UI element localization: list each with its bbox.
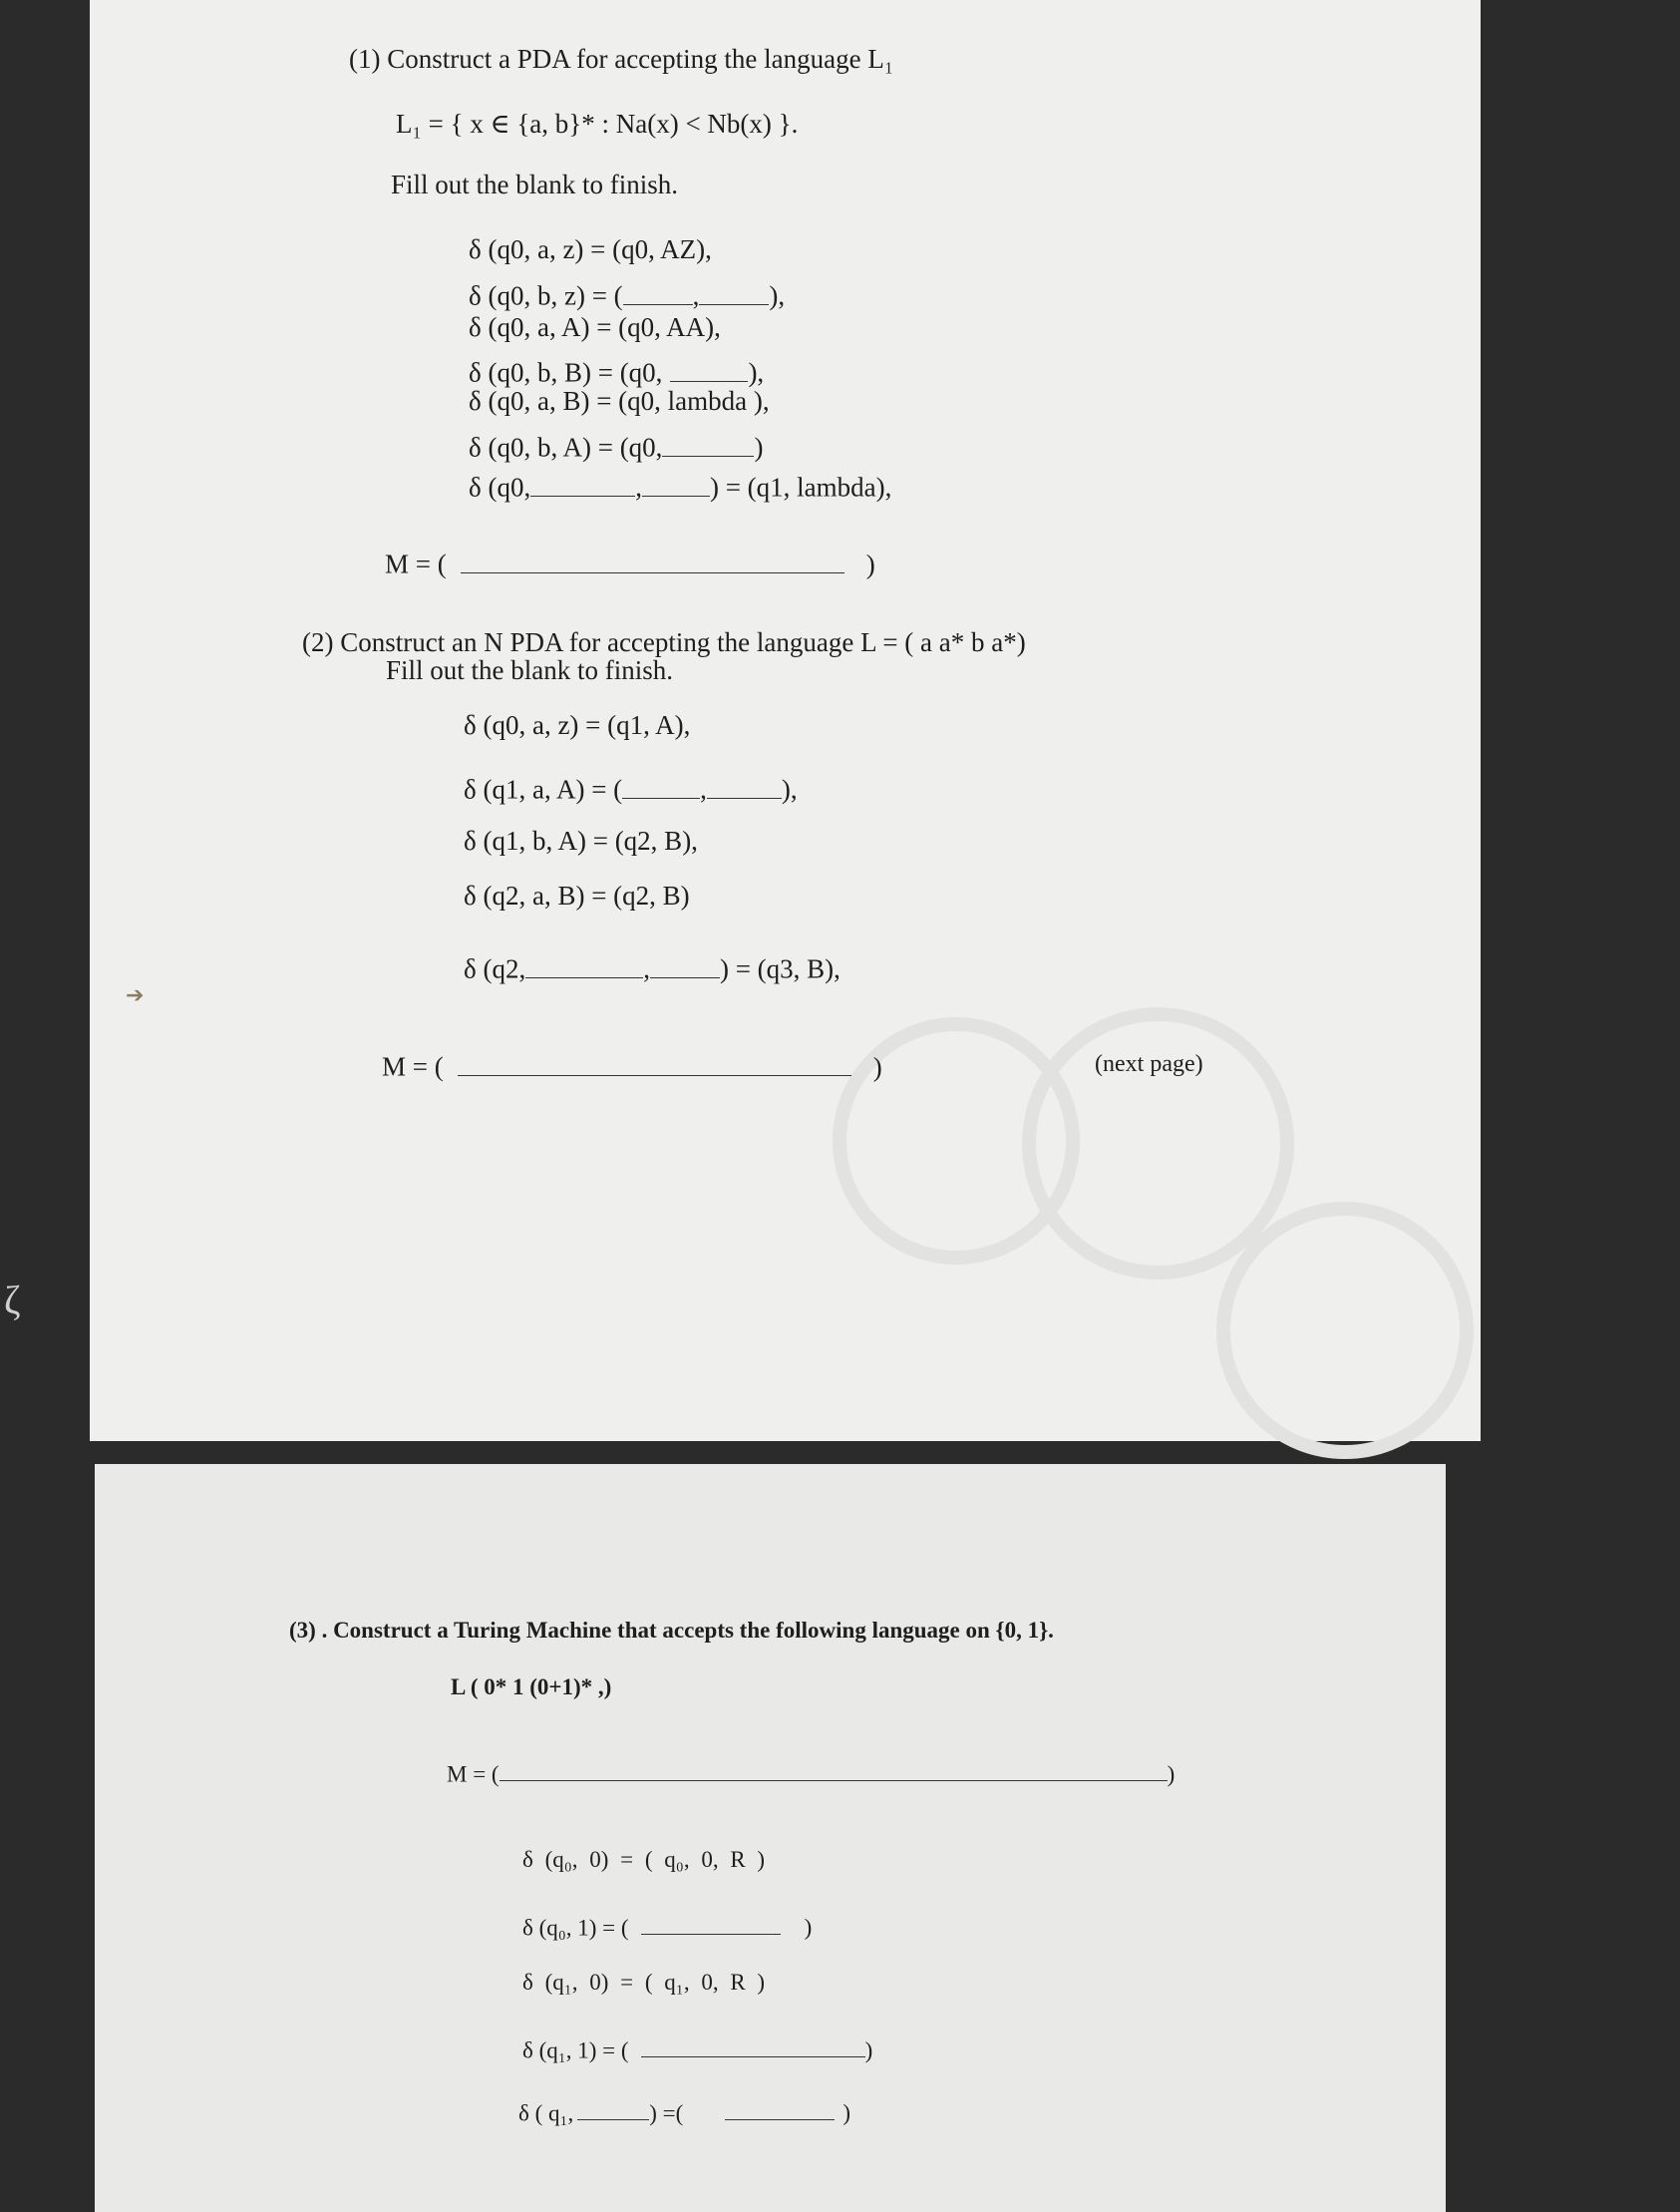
p2-transition-2: δ (q1, a, A) = ( , ), (464, 768, 798, 804)
answer-blank[interactable] (699, 274, 769, 305)
p1-transition-6: δ (q0, b, A) = (q0, ) (469, 426, 763, 462)
p1-transition-1: δ (q0, a, z) = (q0, AZ), (469, 234, 712, 264)
p3-transition-1: δ (q₀, 0) = ( q₀, 0, R ) (522, 1847, 766, 1872)
answer-blank[interactable] (641, 2031, 865, 2057)
p3-machine-tuple: M = ( ) (447, 1755, 1175, 1785)
p1-transition-7: δ (q0, , ) = (q1, lambda), (469, 466, 891, 502)
p3-transition-4-label: δ (q₁, 1) = ( (522, 2037, 629, 2063)
p2-transition-1: δ (q0, a, z) = (q1, A), (464, 710, 691, 740)
answer-blank[interactable] (642, 466, 710, 497)
m-label: M = ( (447, 1761, 500, 1787)
m-label: M = ( (385, 549, 447, 579)
problem-1-instruction: Fill out the blank to finish. (391, 170, 678, 199)
problem-2-instruction: Fill out the blank to finish. (386, 655, 673, 685)
p3-transition-5-label: δ ( q₁, (518, 2100, 574, 2126)
answer-blank[interactable] (577, 2094, 649, 2120)
answer-blank[interactable] (500, 1755, 1168, 1781)
answer-blank[interactable] (641, 1909, 781, 1935)
problem-1-title: (1) Construct a PDA for accepting the language L₁ (349, 44, 894, 74)
p2-transition-5-label: δ (q2, (464, 953, 526, 984)
answer-blank[interactable] (530, 466, 635, 497)
answer-blank[interactable] (670, 351, 748, 382)
answer-blank[interactable] (707, 768, 782, 799)
answer-blank[interactable] (725, 2094, 835, 2120)
p3-transition-5: δ ( q₁, ) =( ) (518, 2094, 850, 2124)
p3-transition-3: δ (q₁, 0) = ( q₁, 0, R ) (522, 1970, 766, 1995)
p1-transition-3: δ (q0, a, A) = (q0, AA), (469, 312, 721, 342)
worksheet-page-1 (90, 0, 1481, 1441)
m-label: M = ( (382, 1051, 444, 1082)
problem-3-title: (3) . Construct a Turing Machine that accepts the following language on {0, 1}. (289, 1618, 1054, 1643)
answer-blank[interactable] (662, 426, 754, 457)
answer-blank[interactable] (461, 543, 844, 573)
p2-machine-tuple: M = ( ) (382, 1045, 882, 1081)
problem-2-title: (2) Construct an N PDA for accepting the language L = ( a a* b a*) (302, 627, 1026, 657)
problem-3-language: L ( 0* 1 (0+1)* ,) (451, 1674, 612, 1699)
p3-transition-2-label: δ (q₀, 1) = ( (522, 1915, 629, 1941)
p3-transition-2: δ (q₀, 1) = ( ) (522, 1909, 812, 1939)
p2-transition-3: δ (q1, b, A) = (q2, B), (464, 826, 698, 856)
answer-blank[interactable] (650, 947, 720, 978)
p1-machine-tuple: M = ( ) (385, 543, 875, 578)
p1-transition-2-label: δ (q0, b, z) = ( (469, 280, 623, 311)
background-circle-decoration (1216, 1202, 1474, 1459)
p1-transition-7-label: δ (q0, (469, 472, 531, 503)
p1-transition-4-label: δ (q0, b, B) = (q0, (469, 357, 663, 388)
p2-transition-4: δ (q2, a, B) = (q2, B) (464, 881, 690, 911)
answer-blank[interactable] (458, 1045, 851, 1076)
answer-blank[interactable] (622, 768, 700, 799)
p2-transition-5: δ (q2, , ) = (q3, B), (464, 947, 840, 983)
answer-blank[interactable] (525, 947, 643, 978)
edge-mark-decoration: ζ (4, 1278, 21, 1322)
p3-transition-4: δ (q₁, 1) = ( ) (522, 2031, 872, 2061)
p1-transition-4: δ (q0, b, B) = (q0, ), (469, 351, 764, 387)
problem-1-language: L₁ = { x ∈ {a, b}* : Na(x) < Nb(x) }. (396, 109, 799, 139)
next-page-note: (next page) (1095, 1051, 1203, 1077)
answer-blank[interactable] (623, 274, 693, 305)
p1-transition-5: δ (q0, a, B) = (q0, lambda ), (469, 386, 770, 416)
p2-transition-2-label: δ (q1, a, A) = ( (464, 774, 623, 805)
p1-transition-6-label: δ (q0, b, A) = (q0, (469, 432, 663, 463)
p1-transition-2: δ (q0, b, z) = ( , ), (469, 274, 785, 310)
arrow-mark-decoration: ➔ (126, 982, 145, 1007)
